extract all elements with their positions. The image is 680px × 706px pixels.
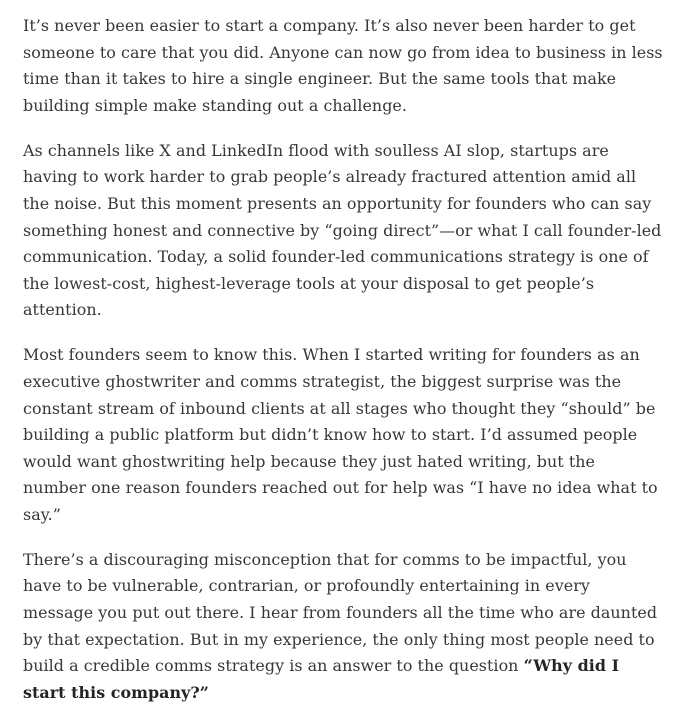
article-paragraph-4-text: There’s a discouraging misconception that for comms to be impactful, you have to be vulnerable, contrarian, or profoundly entertaining in every message you put out there. I hear from founders all the time who are daunted by that expectation. But in my experience, the only thing most people need to build a credible comms strategy is an answer to the question xyxy=(23,549,658,676)
key-question-bold: “Why did I start this company?” xyxy=(23,656,620,702)
article-paragraph-2: As channels like X and LinkedIn flood with soulless AI slop, startups are having to work harder to grab people’s already fractured attention amid all the noise. But this moment presents an opportunity for founders who can say something honest and connective by “going direct”—or what I call founder-led communication. Today, a solid founder-led communications strategy is one of the lowest-cost, highest-leverage tools at your disposal to get people’s attention. xyxy=(23,140,662,320)
article-paragraph-4 xyxy=(23,547,663,706)
article-paragraph-1: It’s never been easier to start a company. It’s also never been harder to get someone to care that you did. Anyone can now go from idea to business in less time than it takes to hire a single engineer. But the same tools that make building simple make standing out a challenge. xyxy=(23,16,663,115)
article-body xyxy=(23,13,663,706)
article-paragraph-3: Most founders seem to know this. When I started writing for founders as an executive ghostwriter and comms strategist, the biggest surprise was the constant stream of inbound clients at all stages who thought they “should” be building a public platform but didn’t know how to start. I’d assumed people would want ghostwriting help because they just hated writing, but the number one reason founders reached out for help was “I have no idea what to say.” xyxy=(23,345,658,524)
